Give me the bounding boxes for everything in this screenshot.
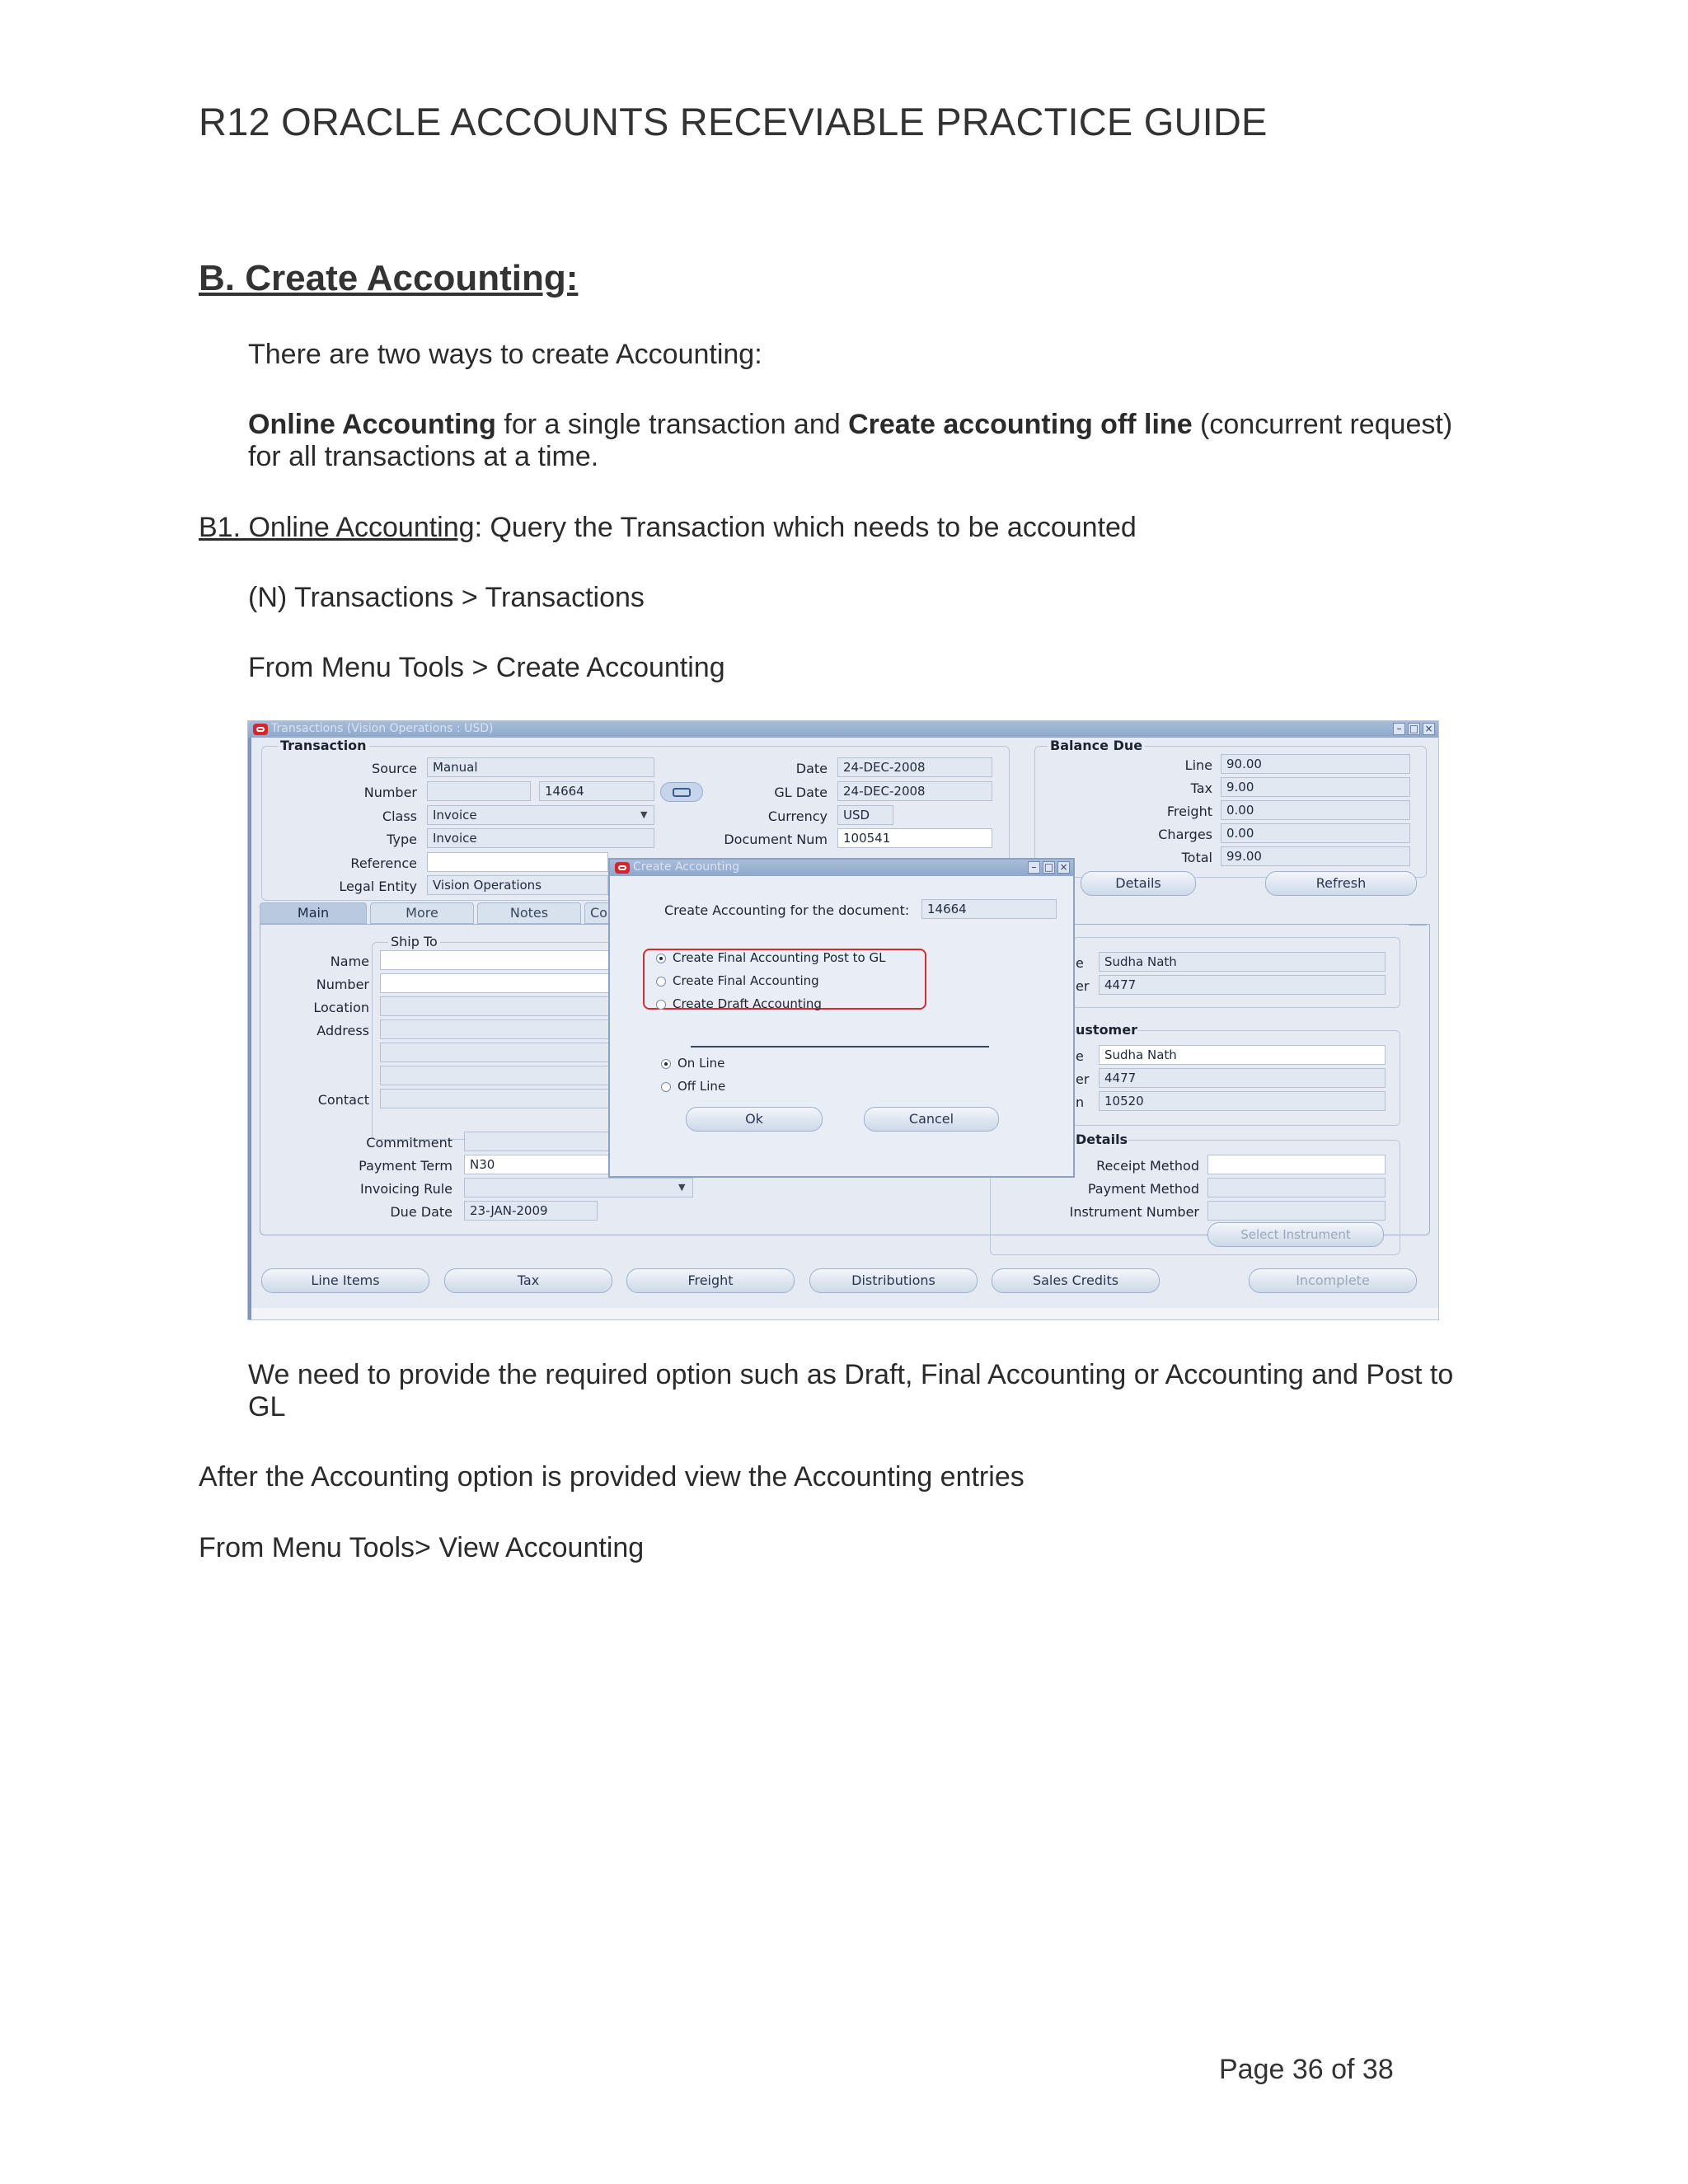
window-controls — [1390, 723, 1435, 735]
para-text-1: for a single transaction and — [495, 409, 849, 440]
navigation-path: (N) Transactions > Transactions — [248, 582, 645, 613]
close-icon[interactable]: × — [1057, 861, 1070, 874]
transaction-group-label: Transaction — [278, 738, 369, 753]
ship-location-field[interactable] — [380, 996, 619, 1016]
window-titlebar — [248, 721, 1439, 738]
refresh-button[interactable]: Refresh — [1265, 871, 1417, 896]
line-items-button[interactable]: Line Items — [261, 1268, 429, 1293]
status-strip — [251, 1308, 1439, 1320]
separator-line — [691, 1046, 989, 1047]
online-accounting-paragraph — [248, 409, 1452, 441]
document-label: Create Accounting for the document: — [664, 902, 910, 918]
paying-customer-title: ustomer — [1076, 1022, 1137, 1038]
dialog-titlebar — [610, 860, 1073, 876]
due-date-field[interactable]: 23-JAN-2009 — [464, 1201, 598, 1221]
para-line-2: for all transactions at a time. — [248, 441, 599, 472]
currency-field[interactable]: USD — [837, 805, 893, 825]
date-label: Date — [795, 761, 828, 776]
currency-label: Currency — [767, 808, 828, 824]
chevron-down-icon[interactable]: ▼ — [640, 809, 648, 820]
mode-offline-label[interactable]: Off Line — [678, 1079, 726, 1094]
menu-path-create: From Menu Tools > Create Accounting — [248, 652, 725, 683]
bill-to-corner — [1409, 924, 1427, 926]
ship-to-group — [372, 942, 619, 1140]
tab-more[interactable]: More — [370, 902, 474, 924]
commitment-field[interactable] — [464, 1132, 621, 1151]
after-text-1b: GL — [248, 1391, 286, 1422]
dialog-title: Create Accounting — [633, 860, 740, 874]
tab-commitments[interactable]: Co — [584, 902, 617, 924]
ship-contact-label: Contact — [317, 1092, 369, 1108]
distributions-button[interactable]: Distributions — [809, 1268, 978, 1293]
dialog-window-controls — [1025, 861, 1070, 874]
create-accounting-dialog — [608, 858, 1075, 1178]
receipt-method-field[interactable] — [1207, 1155, 1386, 1174]
after-text-2: After the Accounting option is provided view the Accounting entries — [199, 1461, 1025, 1493]
instrument-number-field[interactable] — [1207, 1201, 1386, 1221]
number-label: Number — [363, 785, 417, 800]
legal-entity-label: Legal Entity — [339, 879, 417, 894]
close-icon[interactable]: × — [1423, 723, 1435, 735]
mode-online-label[interactable]: On Line — [678, 1056, 725, 1071]
balance-charges-value: 0.00 — [1221, 823, 1410, 843]
ship-name-field[interactable] — [380, 950, 619, 970]
payment-term-field[interactable]: N30 — [464, 1155, 621, 1174]
select-instrument-button[interactable]: Select Instrument — [1207, 1222, 1384, 1247]
ship-name-label: Name — [330, 954, 369, 969]
menu-path-view: From Menu Tools> View Accounting — [199, 1532, 645, 1563]
option-final-label[interactable]: Create Final Accounting — [673, 973, 819, 988]
oracle-icon — [253, 724, 268, 735]
balance-due-title: Balance Due — [1048, 738, 1145, 753]
balance-line-label: Line — [1184, 757, 1212, 773]
reference-field[interactable] — [427, 852, 608, 872]
cust-name-field[interactable]: Sudha Nath — [1099, 1045, 1386, 1065]
legal-entity-field[interactable]: Vision Operations — [427, 875, 608, 895]
ship-number-label: Number — [316, 977, 369, 992]
left-edge — [248, 738, 251, 1320]
document-header: R12 ORACLE ACCOUNTS RECEVIABLE PRACTICE GUIDE — [199, 100, 1268, 143]
ship-contact-field[interactable] — [380, 1089, 619, 1108]
source-label: Source — [372, 761, 417, 776]
chevron-down-icon[interactable]: ▼ — [678, 1182, 686, 1193]
online-accounting-term: Online Accounting — [248, 409, 496, 440]
ok-button[interactable]: Ok — [686, 1107, 823, 1132]
instrument-number-label: Instrument Number — [1069, 1204, 1199, 1220]
balance-tax-value: 9.00 — [1221, 777, 1410, 797]
freight-button[interactable]: Freight — [626, 1268, 795, 1293]
option-draft-label[interactable]: Create Draft Accounting — [673, 996, 822, 1011]
payment-details-title: Details — [1076, 1132, 1128, 1147]
balance-charges-label: Charges — [1158, 827, 1212, 842]
section-title: B. Create Accounting: — [199, 258, 579, 298]
cancel-button[interactable]: Cancel — [864, 1107, 999, 1132]
bill-to-group — [1072, 937, 1400, 1008]
bill-name-field[interactable]: Sudha Nath — [1099, 952, 1386, 972]
tax-button[interactable]: Tax — [444, 1268, 612, 1293]
reference-label: Reference — [350, 855, 417, 871]
cust-location-field[interactable]: 10520 — [1099, 1091, 1386, 1111]
cust-name-label-fragment: e — [1076, 1048, 1084, 1064]
payment-method-label: Payment Method — [1087, 1181, 1199, 1197]
tab-notes[interactable]: Notes — [477, 902, 581, 924]
option-draft-radio[interactable] — [656, 1000, 666, 1010]
after-text-1: We need to provide the required option such as Draft, Final Accounting or Accounting and Post to — [248, 1359, 1454, 1390]
document-num-field[interactable]: 100541 — [837, 828, 992, 848]
option-final-radio[interactable] — [656, 977, 666, 987]
details-button[interactable]: Details — [1081, 871, 1196, 896]
option-final-post-label[interactable]: Create Final Accounting Post to GL — [673, 950, 886, 965]
balance-total-label: Total — [1181, 850, 1212, 865]
b1-heading — [199, 512, 1137, 544]
document-num-label: Document Num — [724, 832, 828, 847]
incomplete-button[interactable]: Incomplete — [1249, 1268, 1417, 1293]
window-title: Transactions (Vision Operations : USD) — [271, 722, 494, 735]
ship-address-line-2[interactable] — [380, 1043, 619, 1062]
mode-online-radio[interactable] — [661, 1059, 671, 1069]
number-field[interactable]: 14664 — [539, 781, 654, 801]
balance-tax-label: Tax — [1190, 780, 1212, 796]
payment-term-label: Payment Term — [359, 1158, 452, 1174]
ship-address-line-3[interactable] — [380, 1066, 619, 1085]
ship-to-title: Ship To — [388, 934, 440, 949]
commitment-label: Commitment — [366, 1135, 452, 1151]
transactions-screenshot — [247, 720, 1439, 1320]
option-final-post-radio[interactable] — [656, 954, 666, 963]
invoicing-rule-label: Invoicing Rule — [359, 1181, 452, 1197]
ship-address-label: Address — [316, 1023, 369, 1038]
maximize-icon[interactable]: □ — [1409, 723, 1419, 734]
class-field[interactable]: Invoice — [427, 805, 654, 825]
source-field[interactable]: Manual — [427, 757, 654, 777]
class-label: Class — [382, 808, 417, 824]
document-field[interactable]: 14664 — [921, 899, 1057, 919]
page-number: Page 36 of 38 — [1219, 2054, 1394, 2085]
oracle-icon — [615, 862, 630, 874]
gl-date-label: GL Date — [774, 785, 828, 800]
balance-freight-value: 0.00 — [1221, 800, 1410, 820]
bill-name-label-fragment: e — [1076, 955, 1084, 971]
bill-number-label-fragment: er — [1076, 978, 1090, 994]
balance-line-value: 90.00 — [1221, 754, 1410, 774]
cust-number-label-fragment: er — [1076, 1071, 1090, 1087]
ship-number-field[interactable] — [380, 973, 619, 993]
maximize-icon[interactable]: □ — [1043, 861, 1054, 873]
balance-total-value: 99.00 — [1221, 846, 1410, 866]
type-field[interactable]: Invoice — [427, 828, 654, 848]
type-label: Type — [387, 832, 417, 847]
para-text-2: (concurrent request) — [1192, 409, 1453, 440]
invoicing-rule-field[interactable] — [464, 1178, 693, 1197]
balance-freight-label: Freight — [1166, 804, 1212, 819]
cust-number-field[interactable]: 4477 — [1099, 1068, 1386, 1088]
payment-method-field[interactable] — [1207, 1178, 1386, 1197]
sales-credits-button[interactable]: Sales Credits — [992, 1268, 1160, 1293]
minimize-icon[interactable]: – — [1028, 861, 1040, 874]
tab-main[interactable]: Main — [260, 902, 367, 924]
b1-rest: : Query the Transaction which needs to be accounted — [474, 512, 1137, 543]
b1-link[interactable]: B1. Online Accounting — [199, 512, 475, 543]
offline-accounting-term: Create accounting off line — [848, 409, 1193, 440]
gl-date-field[interactable]: 24-DEC-2008 — [837, 781, 992, 801]
mode-offline-radio[interactable] — [661, 1082, 671, 1092]
bill-number-field[interactable]: 4477 — [1099, 975, 1386, 995]
intro-text: There are two ways to create Accounting: — [248, 339, 762, 370]
date-field[interactable]: 24-DEC-2008 — [837, 757, 992, 777]
minimize-icon[interactable]: – — [1393, 723, 1405, 735]
number-prefix-field[interactable] — [427, 781, 531, 801]
ship-location-label: Location — [313, 1000, 369, 1015]
ship-address-line-1[interactable] — [380, 1019, 619, 1039]
receipt-method-label: Receipt Method — [1096, 1158, 1199, 1174]
cust-location-label-fragment: n — [1076, 1094, 1085, 1110]
due-date-label: Due Date — [390, 1204, 452, 1220]
